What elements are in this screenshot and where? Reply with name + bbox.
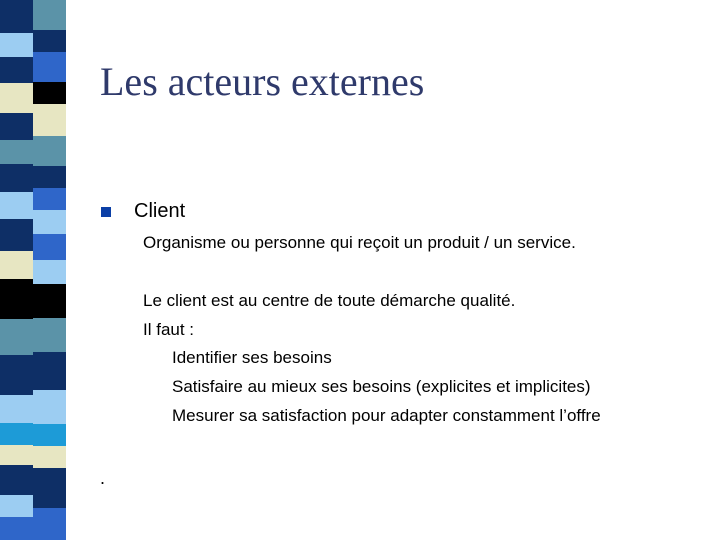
stripe-block bbox=[33, 424, 66, 446]
stripe-block bbox=[0, 164, 33, 192]
stripe-block bbox=[0, 219, 33, 251]
stripe-block bbox=[33, 0, 66, 30]
stripe-block bbox=[33, 136, 66, 166]
trailing-dot: . bbox=[100, 468, 106, 488]
sub-item-identifier: Identifier ses besoins bbox=[172, 348, 332, 367]
stripe-block bbox=[0, 192, 33, 219]
stripe-block bbox=[33, 318, 66, 352]
stripe-block bbox=[0, 33, 33, 57]
sub-item-satisfaire: Satisfaire au mieux ses besoins (explicites et implicites) bbox=[172, 377, 591, 396]
stripe-block bbox=[0, 355, 33, 395]
stripe-block bbox=[0, 0, 33, 33]
stripe-block bbox=[0, 445, 33, 465]
stripe-block bbox=[33, 446, 66, 468]
stripe-block bbox=[33, 30, 66, 52]
stripe-block bbox=[0, 83, 33, 113]
stripe-block bbox=[0, 140, 33, 164]
stripe-block bbox=[33, 166, 66, 188]
stripe-block bbox=[0, 423, 33, 445]
il-faut-label: Il faut : bbox=[143, 320, 195, 339]
stripe-block bbox=[33, 284, 66, 318]
bullet-client-label: Client bbox=[134, 200, 186, 222]
stripe-block bbox=[0, 113, 33, 140]
stripe-block bbox=[33, 104, 66, 136]
stripe-block bbox=[0, 251, 33, 279]
sub-item-mesurer: Mesurer sa satisfaction pour adapter constamment l’offre bbox=[172, 406, 601, 425]
stripe-block bbox=[0, 319, 33, 355]
stripe-block bbox=[33, 188, 66, 210]
decorative-stripe-border bbox=[0, 0, 66, 540]
stripe-block bbox=[0, 517, 33, 540]
stripe-block bbox=[33, 234, 66, 260]
stripe-block bbox=[0, 279, 33, 319]
stripe-block bbox=[0, 495, 33, 517]
stripe-block bbox=[0, 57, 33, 83]
slide-title: Les acteurs externes bbox=[100, 59, 425, 104]
client-centre-statement: Le client est au centre de toute démarche qualité. bbox=[143, 291, 516, 310]
stripe-column-right bbox=[33, 0, 66, 540]
stripe-block bbox=[33, 468, 66, 508]
stripe-block bbox=[0, 395, 33, 423]
stripe-block bbox=[33, 260, 66, 284]
stripe-column-left bbox=[0, 0, 33, 540]
bullet-square-icon bbox=[101, 207, 111, 217]
stripe-block bbox=[33, 508, 66, 540]
stripe-block bbox=[33, 82, 66, 104]
stripe-block bbox=[33, 210, 66, 234]
stripe-block bbox=[33, 352, 66, 390]
stripe-block bbox=[33, 390, 66, 424]
stripe-block bbox=[0, 465, 33, 495]
client-definition: Organisme ou personne qui reçoit un produit / un service. bbox=[143, 233, 576, 252]
stripe-block bbox=[33, 52, 66, 82]
